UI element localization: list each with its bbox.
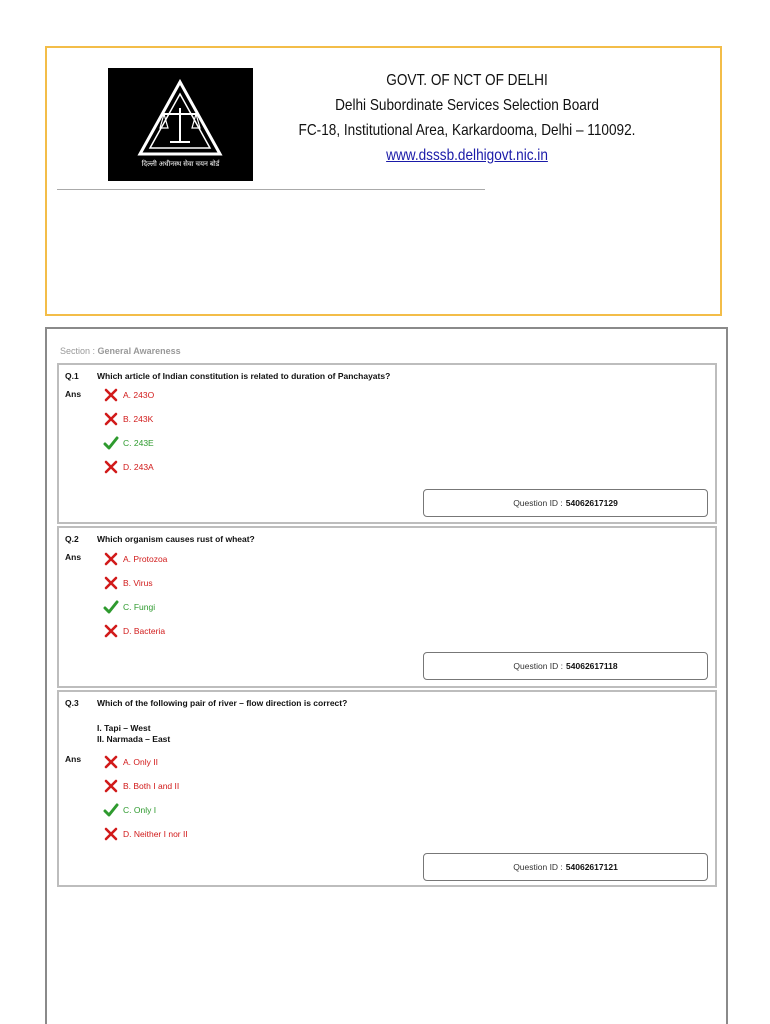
cross-icon — [103, 387, 119, 403]
question-card-1 — [57, 363, 717, 524]
option-label: A. 243O — [123, 390, 155, 400]
header-card — [45, 46, 722, 316]
section-heading — [60, 346, 181, 356]
question-text: Which of the following pair of river – flow direction is correct? — [97, 698, 348, 708]
question-header — [65, 698, 347, 708]
question-header — [65, 534, 255, 544]
option-b — [103, 411, 153, 427]
question-id-label: Question ID : — [513, 661, 564, 671]
question-id-box — [423, 489, 708, 517]
cross-icon — [103, 623, 119, 639]
question-number: Q.1 — [65, 371, 79, 381]
cross-icon — [103, 826, 119, 842]
cross-icon — [103, 778, 119, 794]
option-label: A. Only II — [123, 757, 158, 767]
question-id-value: 54062617129 — [565, 498, 618, 508]
option-label: B. Both I and II — [123, 781, 180, 791]
question-id-value: 54062617121 — [565, 862, 618, 872]
check-icon — [103, 599, 119, 615]
cross-icon — [103, 575, 119, 591]
cross-icon — [103, 411, 119, 427]
organization-details — [257, 70, 677, 167]
option-label: D. Neither I nor II — [123, 829, 188, 839]
option-b — [103, 575, 153, 591]
option-d — [103, 459, 154, 475]
cross-icon — [103, 551, 119, 567]
org-address-line: FC-18, Institutional Area, Karkardooma, Delhi – 110092. — [298, 122, 636, 139]
cross-icon — [103, 754, 119, 770]
option-b — [103, 778, 179, 794]
question-id-box — [423, 652, 708, 680]
option-a — [103, 754, 158, 770]
option-label: C. 243E — [123, 438, 154, 448]
statement-1: I. Tapi – West — [97, 723, 151, 733]
option-label: A. Protozoa — [123, 554, 168, 564]
option-c — [103, 802, 156, 818]
question-number: Q.3 — [65, 698, 79, 708]
website-link[interactable]: www.dsssb.delhigovt.nic.in — [386, 147, 548, 164]
option-label: C. Fungi — [123, 602, 156, 612]
option-label: D. 243A — [123, 462, 154, 472]
response-sheet-panel — [45, 327, 728, 1024]
option-c — [103, 435, 154, 451]
ans-label: Ans — [65, 552, 82, 562]
option-label: B. 243K — [123, 414, 154, 424]
option-label: D. Bacteria — [123, 626, 166, 636]
question-card-3 — [57, 690, 717, 887]
question-text: Which organism causes rust of wheat? — [97, 534, 255, 544]
statement-2: II. Narmada – East — [97, 734, 171, 744]
org-board-line: Delhi Subordinate Services Selection Board — [335, 97, 599, 114]
question-id-label: Question ID : — [513, 862, 563, 872]
option-d — [103, 623, 165, 639]
option-d — [103, 826, 188, 842]
section-name: General Awareness — [97, 346, 181, 356]
question-id-label: Question ID : — [513, 498, 563, 508]
option-label: B. Virus — [123, 578, 153, 588]
section-label: Section : — [60, 346, 96, 356]
option-label: C. Only I — [123, 805, 157, 815]
check-icon — [103, 802, 119, 818]
question-card-2 — [57, 526, 717, 688]
check-icon — [103, 435, 119, 451]
org-govt-line: GOVT. OF NCT OF DELHI — [386, 72, 548, 89]
question-number: Q.2 — [65, 534, 79, 544]
ans-label: Ans — [65, 754, 82, 764]
cross-icon — [103, 459, 119, 475]
question-id-value: 54062617118 — [566, 661, 618, 671]
dsssb-logo — [108, 68, 253, 181]
question-id-box — [423, 853, 708, 881]
logo-caption: दिल्ली अधीनस्थ सेवा चयन बोर्ड — [141, 161, 220, 168]
option-a — [103, 387, 154, 403]
question-statements — [97, 723, 170, 745]
header-divider — [57, 189, 485, 190]
option-a — [103, 551, 167, 567]
question-text: Which article of Indian constitution is related to duration of Panchayats? — [97, 371, 391, 381]
option-c — [103, 599, 155, 615]
question-header — [65, 371, 390, 381]
ans-label: Ans — [65, 389, 82, 399]
